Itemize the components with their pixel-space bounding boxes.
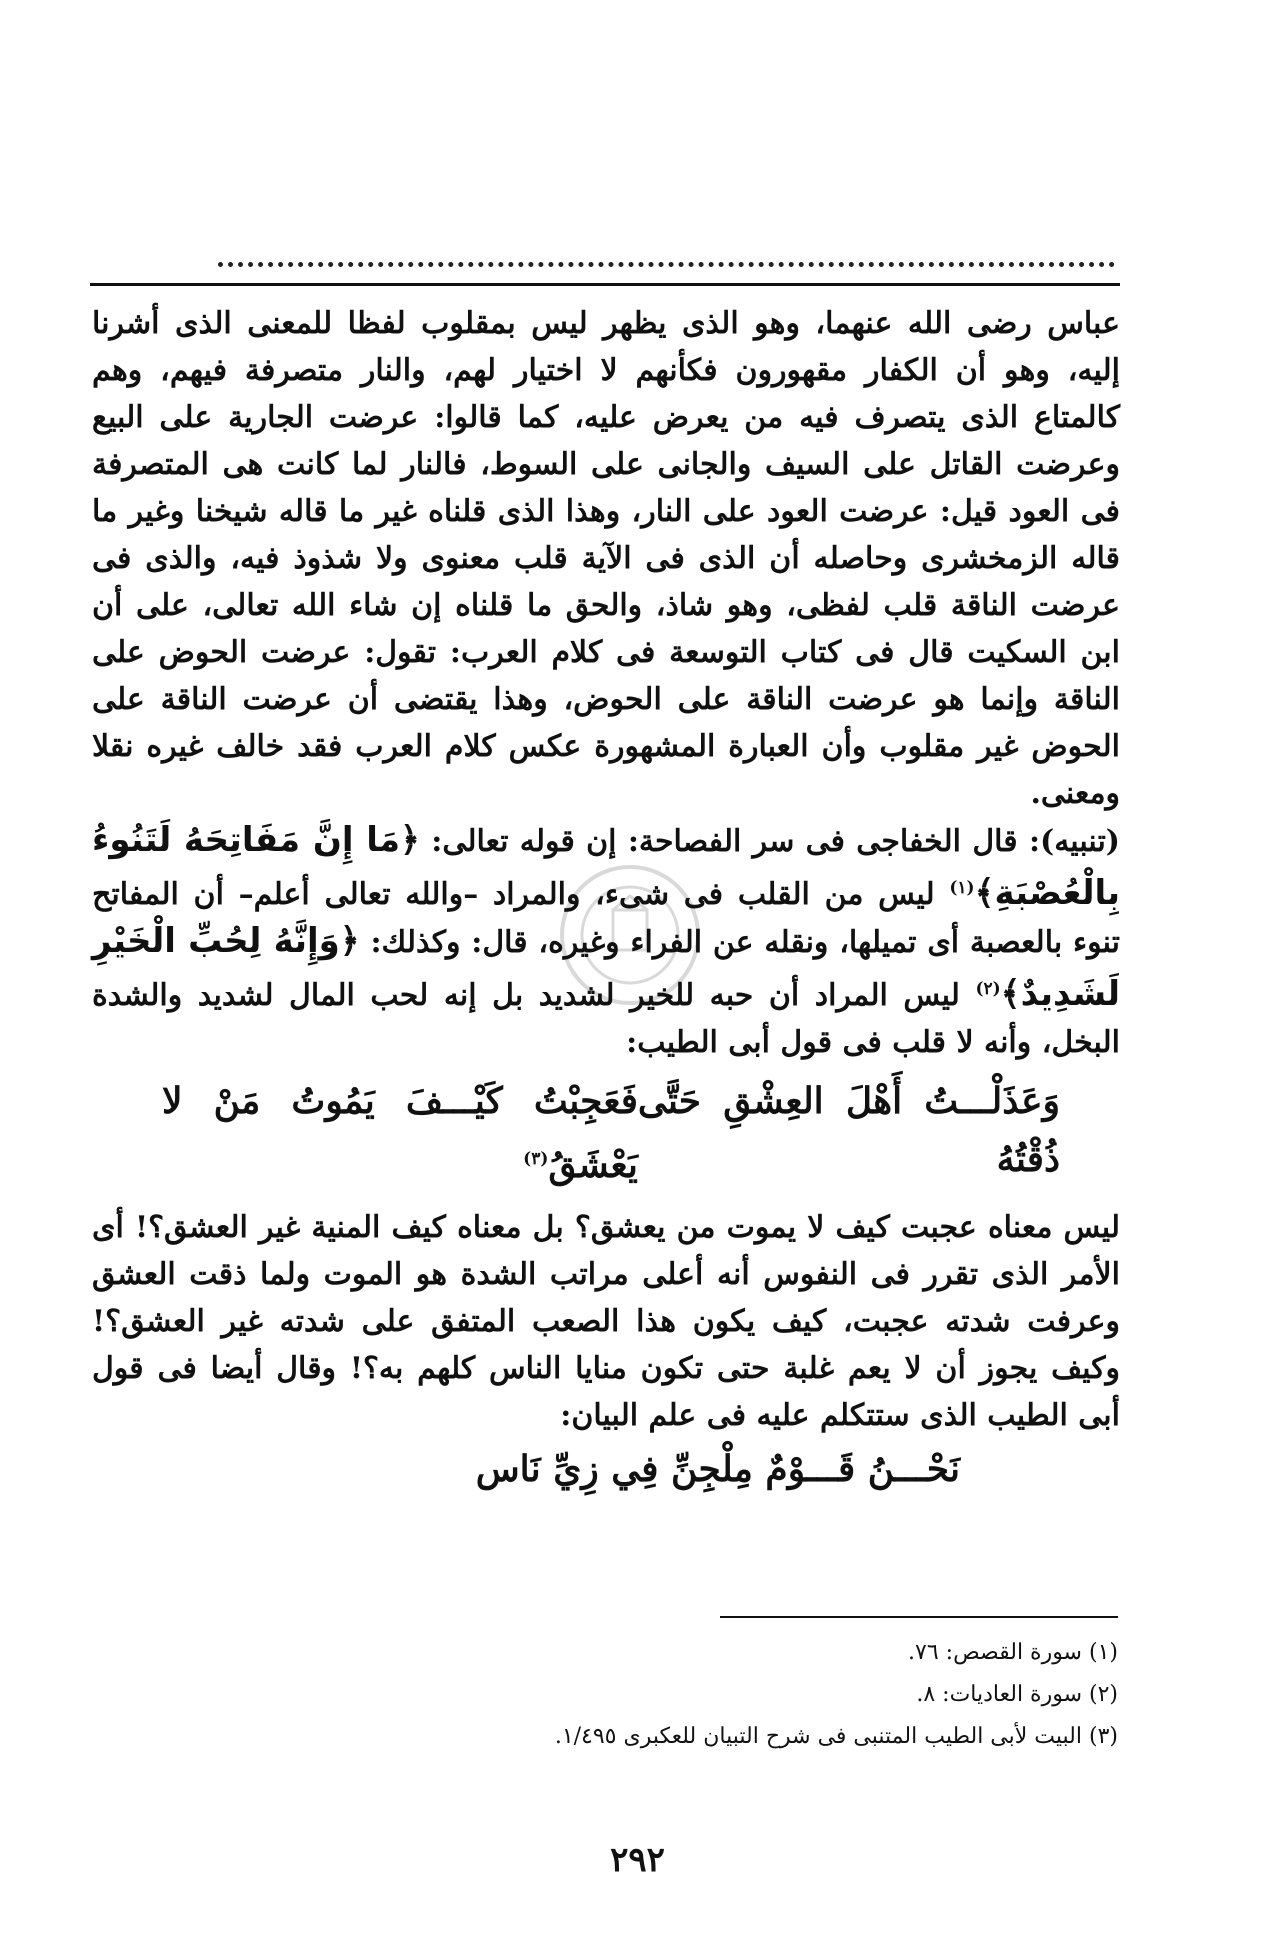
main-text xyxy=(92,300,1120,1499)
header-dotted-rule xyxy=(218,262,1115,275)
poem-hemistich-2-text: فَعَجِبْتُ كَيْـــفَ يَمُوتُ مَنْ لا يَعْشَقُ xyxy=(162,1080,638,1186)
paragraph-3: ليس معناه عجبت كيف لا يموت من يعشق؟ بل معناه كيف المنية غير العشق؟! أى الأمر الذى تقرر فى النفوس أنه أعلى مراتب الشدة هو الموت ولما ذقت العشق وعرفت شدته عجبت، كيف يكون هذا الصعب المتفق على شدته غير العشق؟! وكيف يجوز أن لا يعم غلبة حتى تكون منايا الناس كلهم به؟! وقال أيضا فى قول أبى الطيب الذى ستتكلم عليه فى علم البيان: xyxy=(92,1210,1120,1433)
quran-verse-1: ﴿مَا إِنَّ مَفَاتِحَهُ لَتَنُوءُ بِالْعُصْبَةِ﴾ xyxy=(92,820,1120,913)
quran-verse-2: ﴿وَإِنَّهُ لِحُبِّ الْخَيْرِ لَشَدِيدٌ﴾ xyxy=(92,921,1121,1014)
header-rule xyxy=(90,283,1120,286)
poem-verse-2: نَحْـــنُ قَـــوْمٌ مِلْجِنِّ فِي زِيِّ نَاس xyxy=(475,1448,960,1490)
footnote-ref-2: (٢) xyxy=(975,979,1001,999)
paragraph-2 xyxy=(92,817,1120,1066)
footnote-2: (٢) سورة العاديات: ٨. xyxy=(916,1682,1118,1707)
paragraph-1: عباس رضى الله عنهما، وهو الذى يظهر ليس بمقلوب لفظا للمعنى الذى أشرنا إليه، وهو أن الكفار مقهورون فكأنهم لا اختيار لهم، والنار متصرفة فيهم، وهم كالمتاع الذى يتصرف فيه من يعرض عليه، كما قالوا: عرضت الجارية على البيع وعرضت القاتل على السيف والجانى على السوط، فالنار لما كانت هى المتصرفة فى العود قيل: عرضت العود على النار، وهذا الذى قلناه غير ما قاله شيخنا وغير ما قاله الزمخشرى وحاصله أن الذى فى الآية قلب معنوى ولا شذوذ فيه، والذى فى عرضت الناقة قلب لفظى، وهو شاذ، والحق ما قلناه إن شاء الله تعالى، على أن ابن السكيت قال فى كتاب التوسعة فى كلام العرب: تقول: عرضت الحوض على الناقة وإنما هو عرضت الناقة على الحوض، وهذا يقتضى أن عرضت الناقة على الحوض غير مقلوب وأن العبارة المشهورة عكس كلام العرب فقد خالف غيره نقلا ومعنى. xyxy=(92,306,1120,811)
footnote-separator xyxy=(720,1616,1118,1618)
footnote-1: (١) سورة القصص: ٧٦. xyxy=(908,1640,1118,1665)
footnote-ref-1: (١) xyxy=(949,878,975,898)
poem-verse-1 xyxy=(162,1072,1060,1194)
paragraph-2-part-c: ليس المراد أن حبه للخير لشديد بل إنه لحب المال لشديد والشدة البخل، وأنه لا قلب فى قول أبى الطيب: xyxy=(92,978,1120,1060)
poem-hemistich-1: وَعَذَلْـــتُ أَهْلَ العِشْقِ حَتَّى ذُقْتُهُ xyxy=(637,1080,1060,1180)
poem-hemistich-2 xyxy=(162,1072,638,1194)
footnotes xyxy=(300,1632,1118,1758)
footnote-3: (٣) البيت لأبى الطيب المتنبى فى شرح التبيان للعكبرى ١/٤٩٥. xyxy=(554,1724,1118,1749)
page-number: ٢٩٢ xyxy=(610,1840,665,1880)
paragraph-2-part-b: ليس من القلب فى شىء، والمراد –والله تعالى أعلم– أن المفاتح تنوء بالعصبة أى تميلها، ونقله عن الفراء وغيره، قال: وكذلك: xyxy=(92,877,1120,960)
paragraph-2-part-a: قال الخفاجى فى سر الفصاحة: إن قوله تعالى: xyxy=(431,824,1018,859)
footnote-ref-3: (٣) xyxy=(523,1149,549,1169)
note-label: (تنبيه): xyxy=(1028,824,1120,859)
